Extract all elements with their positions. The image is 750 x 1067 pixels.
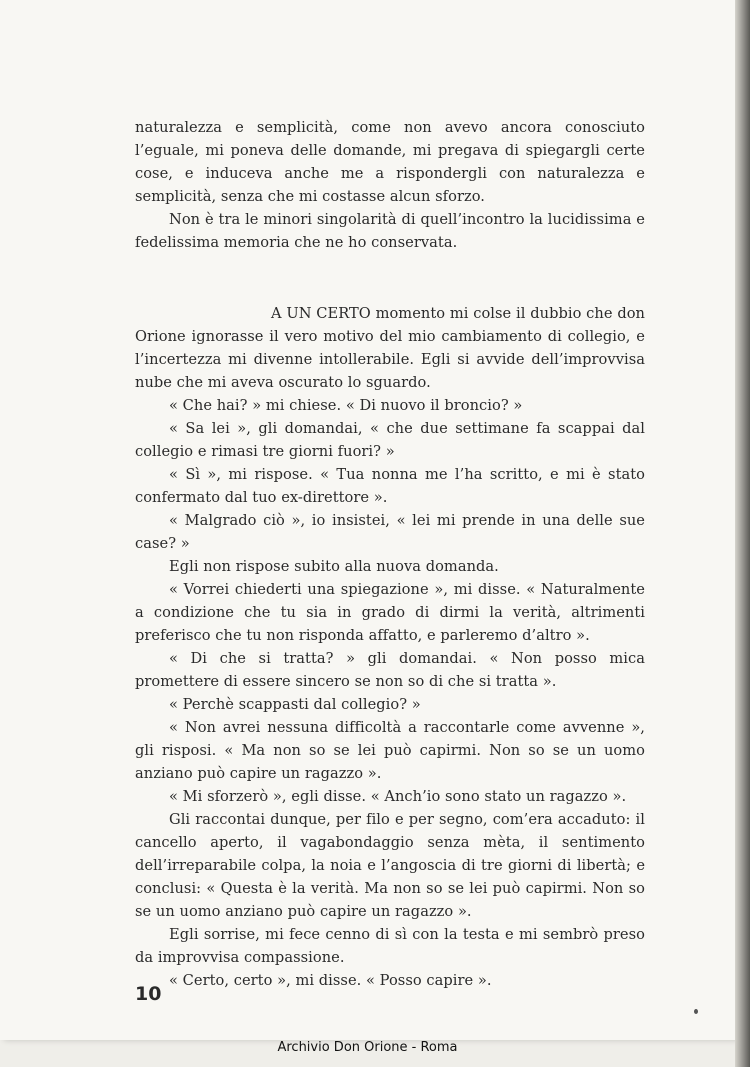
paragraph: « Vorrei chiederti una spiegazione », mi disse. « Naturalmente a condizione che tu sia in grado di dirmi la verità, altrimenti preferisco che tu non risponda affatto, e parleremo d’altro ». xyxy=(135,581,645,644)
body-text xyxy=(135,116,645,992)
section-start-paragraph: A UN CERTO momento mi colse il dubbio che don Orione ignorasse il vero motivo del mio cambiamento di collegio, e l’incertezza mi divenne intollerabile. Egli si avvide dell’improvvisa nube che mi aveva oscurato lo sguardo. xyxy=(135,305,645,391)
paragraph: « Che hai? » mi chiese. « Di nuovo il broncio? » xyxy=(169,397,523,414)
paragraph: Egli sorrise, mi fece cenno di sì con la testa e mi sembrò preso da improvvisa compassione. xyxy=(135,926,645,966)
paragraph: « Di che si tratta? » gli domandai. « Non posso mica promettere di essere sincero se non so di che si tratta ». xyxy=(135,650,645,690)
paragraph: « Malgrado ciò », io insistei, « lei mi prende in una delle sue case? » xyxy=(135,512,645,552)
archive-footer: Archivio Don Orione - Roma xyxy=(277,1040,458,1055)
paragraph: « Sa lei », gli domandai, « che due settimane fa scappai dal collegio e rimasi tre giorni fuori? » xyxy=(135,420,645,460)
paragraph: naturalezza e semplicità, come non avevo ancora conosciuto l’eguale, mi poneva delle domande, mi pregava di spiegargli certe cose, e induceva anche me a rispondergli con naturalezza e semplicità, senza che mi costasse alcun sforzo. xyxy=(135,119,645,205)
paragraph: « Mi sforzerò », egli disse. « Anch’io sono stato un ragazzo ». xyxy=(169,788,627,805)
paragraph: « Non avrei nessuna difficoltà a raccontarle come avvenne », gli risposi. « Ma non so se lei può capirmi. Non so se un uomo anziano può capire un ragazzo ». xyxy=(135,719,645,782)
page-number: 10 xyxy=(135,983,162,1005)
paragraph: « Sì », mi rispose. « Tua nonna me l’ha scritto, e mi è stato confermato dal tuo ex-direttore ». xyxy=(135,466,645,506)
paragraph: « Perchè scappasti dal collegio? » xyxy=(169,696,421,713)
paragraph: Non è tra le minori singolarità di quell’incontro la lucidissima e fedelissima memoria che ne ho conservata. xyxy=(135,211,645,251)
paragraph: Gli raccontai dunque, per filo e per segno, com’era accaduto: il cancello aperto, il vagabondaggio senza mèta, il sentimento dell’irreparabile colpa, la noia e l’angoscia di tre giorni di libertà; e conclusi: « Questa è la verità. Ma non so se lei può capirmi. Non so se un uomo anziano può capire un ragazzo ». xyxy=(135,811,645,920)
scan-edge-shadow xyxy=(735,0,750,1067)
paragraph: Egli non rispose subito alla nuova domanda. xyxy=(169,558,499,575)
ink-dot xyxy=(694,1009,698,1014)
paragraph: « Certo, certo », mi disse. « Posso capire ». xyxy=(169,972,492,989)
